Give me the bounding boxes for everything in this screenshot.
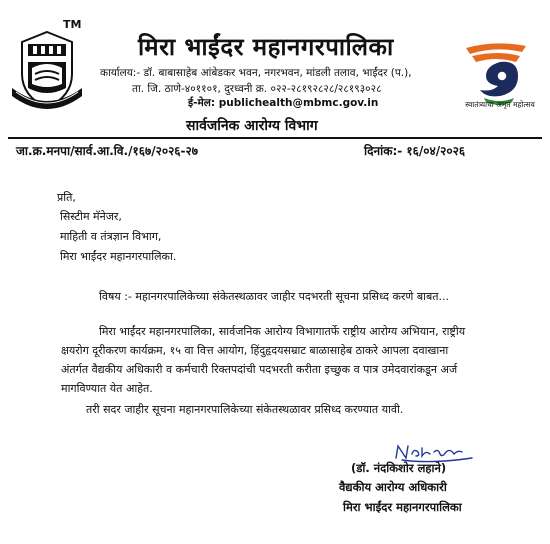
trademark-mark: TM — [63, 18, 82, 31]
reference-number: जा.क्र.मनपा/सार्व.आ.वि./१६७/२०२६-२७ — [16, 144, 199, 158]
body-line-3: अंतर्गत वैद्यकीय अधिकारी व कर्मचारी रिक्तपदांची पदभरती करीता इच्छुक व पात्र उमेदवारांकडून अर्ज — [61, 363, 458, 376]
recipient-line-3: मिरा भाईंदर महानगरपालिका. — [60, 250, 177, 263]
body-line-1: मिरा भाईंदर महानगरपालिका, सार्वजनिक आरोग्य विभागातर्फे राष्ट्रीय आरोग्य अभियान, राष्ट्रीय — [99, 325, 466, 338]
letter-date: दिनांक:- १६/०४/२०२६ — [364, 144, 466, 158]
department-title: सार्वजनिक आरोग्य विभाग — [186, 118, 318, 134]
signatory-name: (डॉ. नंदकिशोर लहाने) — [351, 461, 447, 475]
signatory-organization: मिरा भाईंदर महानगरपालिका — [343, 500, 462, 514]
address-line-1: कार्यालय:- डॉ. बाबासाहेब आंबेडकर भवन, नगरभवन, मांडली तलाव, भाईंदर (प.), — [100, 67, 412, 79]
body-paragraph-2: तरी सदर जाहीर सूचना महानगरपालिकेच्या संकेतस्थळावर प्रसिध्द करण्यात यावी. — [86, 403, 404, 416]
email-line: ई-मेल: publichealth@mbmc.gov.in — [188, 97, 379, 109]
header-divider — [8, 137, 542, 139]
recipient-line-1: सिस्टीम मॅनेजर, — [60, 210, 122, 223]
body-line-4: मागविण्यात येत आहेत. — [61, 382, 153, 395]
recipient-prefix: प्रति, — [57, 191, 76, 204]
amrit-caption: स्वातंत्र्याचा अमृत महोत्सव — [465, 100, 535, 109]
subject-line: विषय :- महानगरपालिकेच्या संकेतस्थळावर जाहीर पदभरती सूचना प्रसिध्द करणे बाबत... — [99, 290, 450, 303]
org-title: मिरा भाईंदर महानगरपालिका — [138, 33, 394, 61]
signatory-title: वैद्यकीय आरोग्य अधिकारी — [339, 480, 447, 494]
recipient-line-2: माहिती व तंत्रज्ञान विभाग, — [60, 230, 162, 243]
address-line-2: ता. जि. ठाणे-४०११०१, दुरध्वनी क्र. ०२२-२८१९२८२८/२८१९३०२८ — [132, 83, 382, 95]
mbmc-emblem-icon — [8, 30, 86, 112]
body-line-2: क्षयरोग दूरीकरण कार्यक्रम, १५ वा वित्त आयोग, हिंदुहृदयसम्राट बाळासाहेब ठाकरे आपला दवाखाना — [61, 344, 449, 357]
